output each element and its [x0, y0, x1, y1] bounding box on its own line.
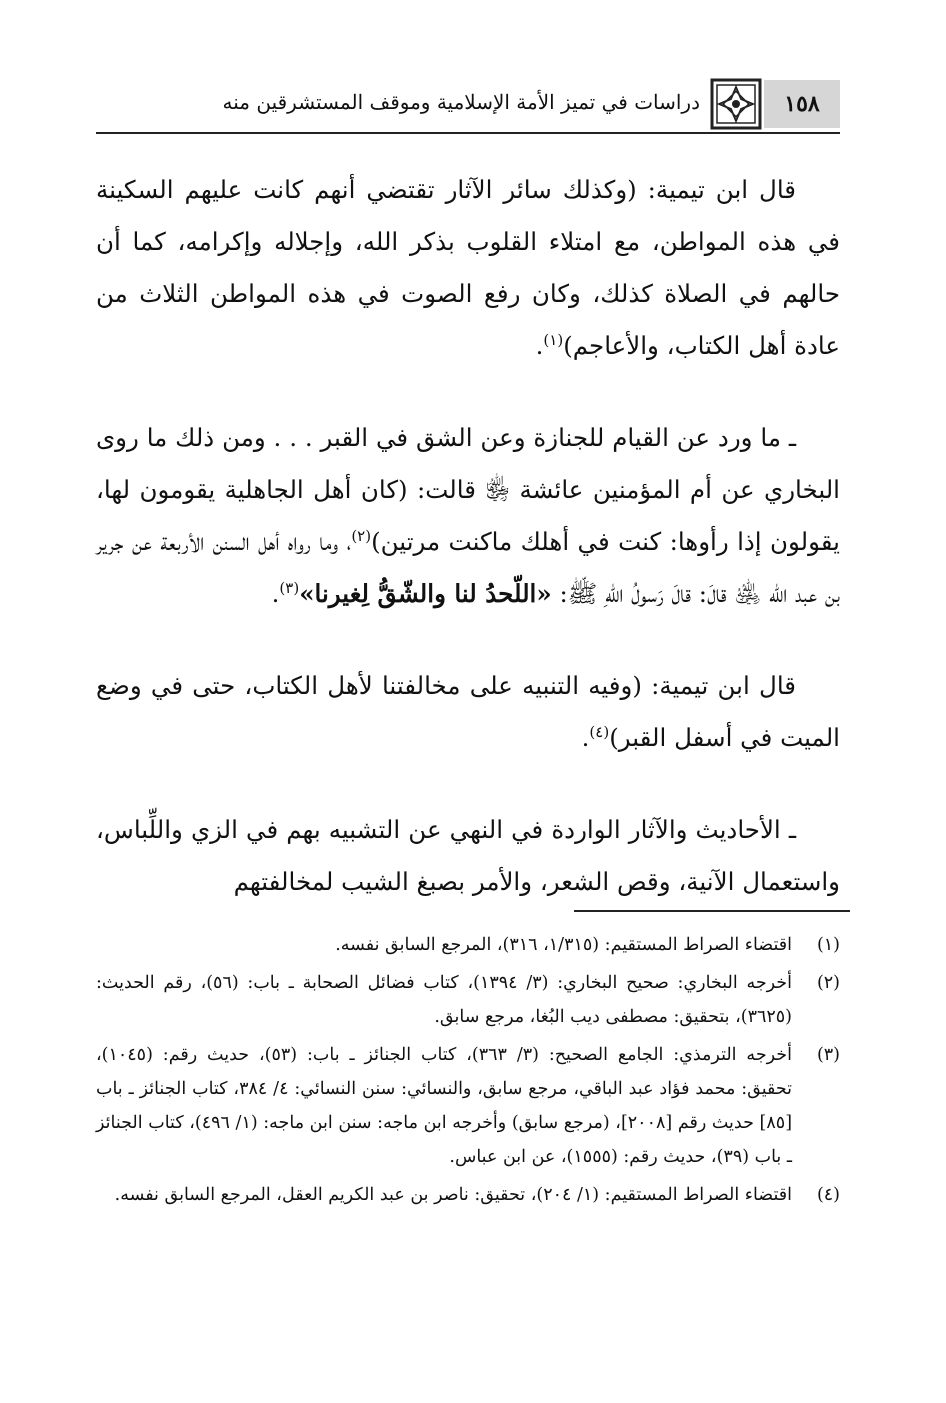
footnote-number: (٢) [816, 973, 840, 993]
paragraph-3 [96, 660, 840, 764]
paragraph-2-text-a: ـ ما ورد عن القيام للجنازة وعن الشق في القبر . . . ومن ذلك ما روى البخاري عن أم المؤمنين عائشة ﵂ قالت: (كان أهل الجاهلية يقومون لها، يقولون إذا رأوها: كنت في أهلك ماكنت مرتين) [96, 423, 840, 556]
paragraph-2 [96, 412, 840, 620]
footnote-number: (٤) [816, 1185, 840, 1205]
paragraph-2-text-b: ، وما رواه أهل السنن الأربعة عن جرير بن عبد الله ﵁ قالَ: قالَ رَسولُ اللهِ ﷺ: [96, 527, 840, 608]
footnote-ref-2[interactable]: (٢) [351, 526, 372, 545]
footnote-number: (٣) [816, 1045, 840, 1065]
paragraph-1 [96, 164, 840, 372]
paragraph-2-end: . [271, 579, 280, 608]
footnote-2 [96, 966, 840, 1034]
footnote-ref-3[interactable]: (٣) [279, 578, 300, 597]
footnote-text: اقتضاء الصراط المستقيم: (١/٣١٥، ٣١٦)، المرجع السابق نفسه. [335, 935, 792, 955]
footnote-3 [96, 1038, 840, 1174]
footnote-text: أخرجه البخاري: صحيح البخاري: (٣/ ١٣٩٤)، كتاب فضائل الصحابة ـ باب: (٥٦)، رقم الحديث: (٣٦٢٥)، بتحقيق: مصطفى ديب البُغا، مرجع سابق. [96, 973, 792, 1027]
footnotes [96, 928, 840, 1216]
footnote-4 [96, 1178, 840, 1212]
footnote-text: أخرجه الترمذي: الجامع الصحيح: (٣/ ٣٦٣)، كتاب الجنائز ـ باب: (٥٣)، حديث رقم: (١٠٤٥)، تحقيق: محمد فؤاد عبد الباقي، مرجع سابق، والنسائي: سنن النسائي: ٤/ ٣٨٤، كتاب الجنائز ـ باب [٨٥] حديث رقم [٢٠٠٨]، (مرجع سابق) وأخرجه ابن ماجه: سنن ابن ماجه: (١/ ٤٩٦)، كتاب الجنائز ـ باب (٣٩)، حديث رقم: (١٥٥٥)، عن ابن عباس. [96, 1045, 793, 1167]
main-text [96, 164, 840, 908]
page-number: ١٥٨ [764, 80, 840, 128]
paragraph-1-text: قال ابن تيمية: (وكذلك سائر الآثار تقتضي أنهم كانت عليهم السكينة في هذه المواطن، مع امتلاء القلوب بذكر الله، وإجلاله وإكرامه، كما أن حالهم في الصلاة كذلك، وكان رفع الصوت في هذه المواطن الثلاث من عادة أهل الكتاب، والأعاجم) [96, 175, 840, 360]
hadith-quote: «اللّحدُ لنا والشّقُّ لِغيرنا» [299, 579, 552, 608]
footnote-text: اقتضاء الصراط المستقيم: (١/ ٢٠٤)، تحقيق: ناصر بن عبد الكريم العقل، المرجع السابق نفسه. [114, 1185, 792, 1205]
footnote-ref-4[interactable]: (٤) [589, 722, 610, 741]
ornament-icon [710, 78, 762, 130]
running-header [96, 78, 840, 134]
footnote-divider [574, 910, 850, 912]
paragraph-4 [96, 804, 840, 908]
paragraph-1-end: . [535, 331, 544, 360]
running-title: دراسات في تميز الأمة الإسلامية وموقف المستشرقين منه [222, 90, 700, 114]
footnote-ref-1[interactable]: (١) [543, 330, 564, 349]
footnote-number: (١) [816, 935, 840, 955]
paragraph-4-text: ـ الأحاديث والآثار الواردة في النهي عن التشبيه بهم في الزي واللِّباس، واستعمال الآنية، وقص الشعر، والأمر بصبغ الشيب لمخالفتهم [96, 815, 840, 896]
footnote-1 [96, 928, 840, 962]
paragraph-3-end: . [581, 723, 590, 752]
paragraph-3-text: قال ابن تيمية: (وفيه التنبيه على مخالفتنا لأهل الكتاب، حتى في وضع الميت في أسفل القبر) [96, 671, 840, 752]
